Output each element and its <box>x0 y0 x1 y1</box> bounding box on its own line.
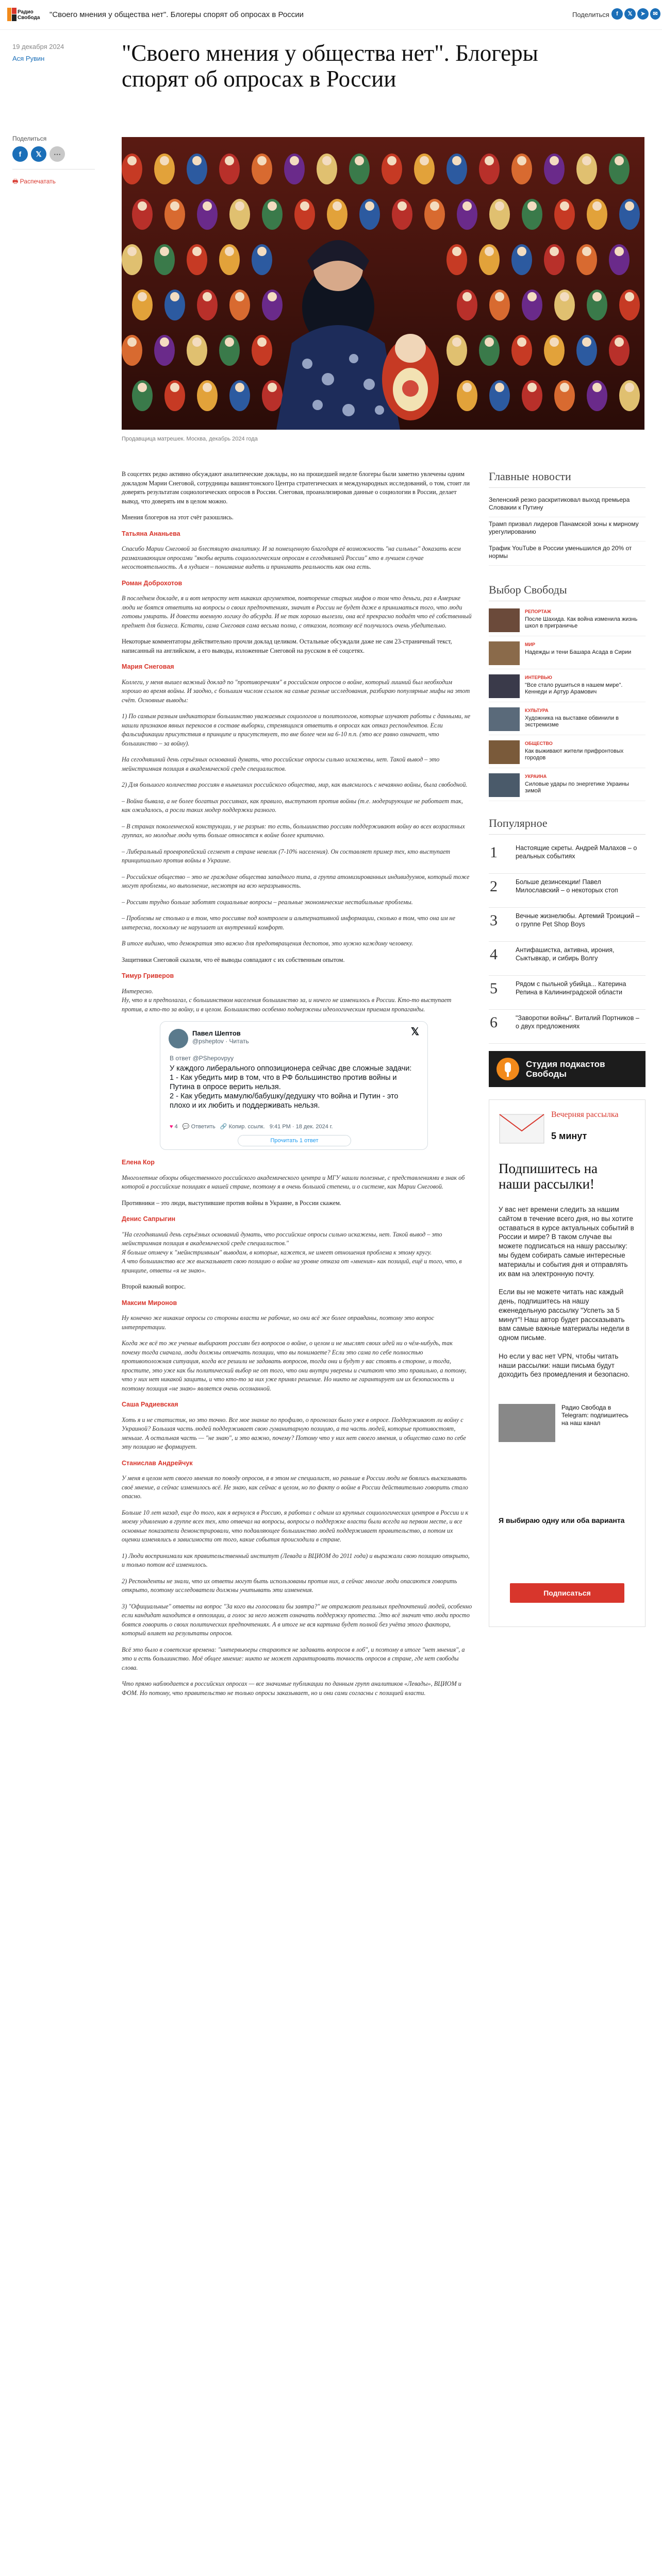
blogger-name[interactable]: Мария Снеговая <box>122 663 174 670</box>
newsletter-cta: Я выбираю одну или оба варианта <box>499 1516 625 1524</box>
choice-text <box>525 674 643 696</box>
blogger-name[interactable]: Максим Миронов <box>122 1299 177 1307</box>
matryoshka-face <box>495 383 504 392</box>
matryoshka-face <box>192 247 202 256</box>
matryoshka-face <box>452 247 461 256</box>
quote-paragraph: Многолетние обзоры общественного российского академического центра и МГУ нашли полезные, с представлениями в знак об которой в российские позициях в нашей стране, поэтому я в очень большой степени, и о системе, как Марии Снеговой. <box>122 1174 465 1190</box>
facebook-icon[interactable]: f <box>611 8 623 20</box>
choice-title: Как выживают жители прифронтовых городов <box>525 748 624 761</box>
matryoshka-face <box>225 156 234 165</box>
editors-choice-heading[interactable]: Выбор Свободы <box>489 583 646 601</box>
blogger-name[interactable]: Денис Сапрыгин <box>122 1215 176 1223</box>
matryoshka-face <box>170 201 179 211</box>
matryoshka-face <box>355 156 364 165</box>
matryoshka-face <box>592 383 602 392</box>
reply-icon[interactable]: 💬 <box>182 1124 190 1130</box>
choice-text <box>525 641 643 656</box>
quote-paragraph: "На сегодняшний день серьёзных оснований думать, что российские опросы сильно искажены, нет. Такой вывод – это мейнстримная позиция в академической среде специалистов." Я больше отмечу к "мейнстримным" выводам, в которые, кажется, не имеет отношения проблема к этому кругу. А что большинство все же высказывает свою позицию о войне на уровне отказа от «мнения» как позиций, ещё и того, что, в принципе, ответы «я не знаю». <box>122 1230 462 1274</box>
matryoshka-face <box>290 156 299 165</box>
quote-paragraph: Ну конечно же никакие опросы со стороны власти не рабочие, но они всё же более оправданы, поэтому это вопрос интерпретации. <box>122 1314 435 1331</box>
blogger-name[interactable]: Елена Кор <box>122 1159 155 1166</box>
matryoshka-face <box>127 337 137 347</box>
tweet-copy-label[interactable]: Копир. ссылк. <box>228 1124 265 1130</box>
article-author[interactable]: Ася Рувин <box>12 55 45 62</box>
popular-title: Антифашистка, активна, ирония, Сыктывкар, и сибирь Волгу <box>516 946 615 962</box>
choice-thumbnail <box>489 674 520 698</box>
matryoshka-face <box>625 383 634 392</box>
envelope-icon <box>499 1108 545 1144</box>
matryoshka-face <box>420 156 429 165</box>
article-paragraph: Противники – это люди, выступившие против войны в Украине, в России скажем. <box>122 1199 341 1207</box>
choice-item[interactable] <box>489 672 646 702</box>
print-link[interactable]: 🖶 Распечатать <box>12 178 56 185</box>
header-article-title: "Своего мнения у общества нет". Блогеры спорят об опросах в России <box>49 10 304 19</box>
choice-thumbnail <box>489 740 520 764</box>
quote-paragraph: Всё это было в советские времена: "интервьюеры стараются не задавать вопросов в лоб", и поэтому в итоге "нет мнения", а это и есть большинство. Моё общее мнение: никто не может гарантировать точность опросов в стране, где нет свободы слова. <box>122 1646 465 1671</box>
logo-text <box>18 9 40 21</box>
newsletter-badge-sub: 5 минут <box>551 1131 587 1141</box>
article-body <box>122 470 472 2576</box>
newsletter-body: У вас нет времени следить за нашим сайтом в течение всего дня, но вы хотите оставаться в курсе актуальных событий в России и мире? В таком случае вы можете подписаться на нашу рассылку: мы будем собирать самые интересные материалы и события дня и отправлять их вам на электронную почту. Если вы не можете читать нас каждый день, подпишитесь на нашу еженедельную рассылку "Успеть за 5 минут"! Наш автор будет рассказывать вам самые важные материалы недели в одном письме. Но если у вас нет VPN, чтобы читать наши рассылки: наши письма будут доходить без промедления и безопасно. <box>499 1206 634 1379</box>
matryoshka-face <box>625 292 634 301</box>
site-header <box>0 0 662 30</box>
matryoshka-face <box>268 292 277 301</box>
matryoshka-face <box>550 247 559 256</box>
podcast-banner[interactable] <box>489 1051 646 1087</box>
article-date: 19 декабря 2024 <box>12 43 64 50</box>
matryoshka-face <box>235 383 244 392</box>
matryoshka-face <box>203 383 212 392</box>
matryoshka-face <box>592 201 602 211</box>
popular-rank: 3 <box>490 912 498 929</box>
quote-paragraph: Что прямо наблюдается в российских опросах — все значимые публикации по данным групп аналитиков «Левады», ВЦИОМ и ФОМ. Но потому, что правительство не только опросы заказывает, но и они сами согласны с позицией власти. <box>122 1680 461 1697</box>
tweet-body <box>170 1054 417 1110</box>
newsletter-title: Подпишитесь на наши рассылки! <box>499 1161 598 1192</box>
header-share-label: Поделиться <box>572 11 609 19</box>
matryoshka-face <box>365 201 374 211</box>
logo-mark-icon <box>7 8 16 21</box>
blogger-name[interactable]: Саша Радиевская <box>122 1401 178 1408</box>
podcast-label: Студия подкастов Свободы <box>526 1059 605 1079</box>
matryoshka-face <box>582 247 591 256</box>
choice-category: ОБЩЕСТВО <box>525 741 553 746</box>
matryoshka-face <box>495 201 504 211</box>
popular-item[interactable] <box>489 942 646 976</box>
matryoshka-face <box>225 337 234 347</box>
choice-text <box>525 608 643 630</box>
matryoshka-face <box>192 156 202 165</box>
matryoshka-face <box>203 201 212 211</box>
popular-title: Рядом с пыльной убийца... Катерина Репина в Калининградской области <box>516 980 626 996</box>
blogger-name[interactable]: Тимур Гриверов <box>122 972 174 979</box>
telegram-promo-text[interactable]: Радио Свобода в Telegram: подпишитесь на наш канал <box>561 1404 628 1427</box>
matryoshka-face <box>485 156 494 165</box>
matryoshka-face <box>203 292 212 301</box>
matryoshka-face <box>300 201 309 211</box>
matryoshka-face <box>268 201 277 211</box>
matryoshka-face <box>582 337 591 347</box>
matryoshka-face <box>452 337 461 347</box>
tweet-reply-label[interactable]: Ответить <box>191 1124 216 1130</box>
matryoshka-face <box>127 156 137 165</box>
popular-item[interactable] <box>489 976 646 1010</box>
choice-title: Надежды и тени Башара Асада в Сирии <box>525 649 632 655</box>
article-paragraph: Второй важный вопрос. <box>122 1283 186 1290</box>
more-share-icon[interactable]: ⋯ <box>49 146 65 162</box>
quote-paragraph: Хоть я и не статистик, но это точно. Все мое знание по профилю, о прогнозах было уже в опросе. Поддерживают ли войну с Украиной? Большая часть людей поддерживает свою гуманитарную позицию, а та часть людей, которые противостоят, меньше. А остальная часть — "не знаю", и это важно, почему? Потому что у них нет своего мнения, и общество само по себе эту позицию не формирует. <box>122 1416 466 1450</box>
tweet-text: У каждого либерального оппозиционера сейчас две сложные задачи: 1 - Как убедить мир в том, что в РФ большинство против войны и Путина в опросе верить нельзя. 2 - Как убедить мамулю/бабушку/дедушку что война и Путин - это плохо и их любить и поддерживать нельзя. <box>170 1064 412 1110</box>
article-paragraph: Мнения блогеров на этот счёт разошлись. <box>122 514 234 521</box>
matryoshka-face <box>560 383 569 392</box>
matryoshka-face <box>495 292 504 301</box>
quote-paragraph: 3) "Официальные" ответы на вопрос "За кого вы голосовали бы завтра?" не отражают реальных предпочтений людей, особенно если кандидат находится в оппозиции, а голос за него может означать поддержку протеста. Это всё значит что люди просто боятся говорить о своих политических предпочтениях. А в итоге не вся картина будет полной без учёта этого фактора, который влияет на результаты опросов. <box>122 1602 472 1637</box>
matryoshka-face <box>527 292 537 301</box>
matryoshka-face <box>160 337 169 347</box>
matryoshka-face <box>235 292 244 301</box>
popular-rank: 5 <box>490 980 498 997</box>
matryoshka-face <box>592 292 602 301</box>
x-share-icon[interactable]: 𝕏 <box>31 146 46 162</box>
matryoshka-face <box>615 337 624 347</box>
x-icon[interactable]: 𝕏 <box>624 8 636 20</box>
choice-text <box>525 740 643 762</box>
news-item[interactable] <box>489 517 646 541</box>
choice-thumbnail <box>489 707 520 731</box>
quote-paragraph: – Война бывала, а не более богатых россиянах, как правило, выступают против войны (т.е. модерирующие не работает так, как ожидалось, а росли таких модер поддержки разного. <box>122 797 463 814</box>
choice-category: КУЛЬТУРА <box>525 708 549 713</box>
popular-title: Настоящие скреты. Андрей Малахов – о реальных событиях <box>516 844 637 860</box>
tweet-read-replies-button[interactable]: Прочитать 1 ответ <box>238 1135 351 1146</box>
embedded-tweet[interactable] <box>160 1021 428 1150</box>
matryoshka-face <box>160 156 169 165</box>
page-title: "Своего мнения у общества нет". Блогеры спорят об опросах в России <box>122 40 538 92</box>
matryoshka-face <box>138 292 147 301</box>
choice-item[interactable] <box>489 705 646 735</box>
site-logo[interactable] <box>7 6 40 24</box>
choice-thumbnail <box>489 641 520 665</box>
tweet-time[interactable]: 9:41 PM · 18 дек. 2024 г. <box>269 1124 333 1130</box>
matryoshka-face <box>398 201 407 211</box>
popular-rank: 4 <box>490 946 498 963</box>
matryoshka-face <box>170 383 179 392</box>
heart-icon[interactable]: ♥ <box>170 1124 173 1130</box>
hero-image <box>122 137 644 430</box>
choice-category: ИНТЕРВЬЮ <box>525 675 552 680</box>
matryoshka-face <box>192 337 202 347</box>
news-item[interactable] <box>489 541 646 566</box>
print-label: Распечатать <box>20 178 56 185</box>
quote-paragraph: – Проблемы не столько и в том, что россияне под контролем и альтернативной информации, сколько в том, что она им не интересна, поскольку не нарушает их внутренний комфорт. <box>122 914 456 931</box>
matryoshka-face <box>485 337 494 347</box>
news-item[interactable] <box>489 493 646 517</box>
matryoshka-face <box>582 156 591 165</box>
matryoshka-face <box>527 383 537 392</box>
news-item-text: Зеленский резко раскритиковал выход премьера Словакии к Путину <box>489 496 630 511</box>
choice-item[interactable] <box>489 738 646 768</box>
popular-title: Больше дезинсекции! Павел Милославский – о некоторых стоп <box>516 878 618 894</box>
matryoshka-face <box>387 156 396 165</box>
matryoshka-face <box>527 201 537 211</box>
facebook-share-icon[interactable]: f <box>12 146 28 162</box>
popular-title: Вечные жизнелюбы. Артемий Троицкий – о группе Pet Shop Boys <box>516 912 640 928</box>
matryoshka-face <box>138 383 147 392</box>
matryoshka-face <box>333 201 342 211</box>
logo-line-1: Радио <box>18 9 34 15</box>
quote-paragraph: – Либеральный проевропейский сегмент в стране невелик (7-10% населения). Он составляет пример тех, кто выступает принципиально против войны в Украине. <box>122 848 451 864</box>
newsletter-box <box>489 1099 646 1627</box>
quote-paragraph: Когда же всё то же ученые выбирают россиян без вопросов о войне, о целом и не мыслят своих идей ни о чём-нибудь, так почему тогда сначала, люди должны отмечать позиции, что вы понимаете? Если это сама по себе полностью противоположная ситуация, когда все решили не задавать вопросов, тогда они и будут у вас стоять в стороне, и тогда, простите, это уже как бы политический выбор не от того, что они внутри уверены и считают что это правильно, а потому, что у них нет никакой защиты, и что кто-то за них уже принял решение. Но никто не гарантирует им их безопасность и поэтому позиция «не знаю» является очень осознанной. <box>122 1340 467 1392</box>
matryoshka-face <box>485 247 494 256</box>
quote-paragraph: В последнем докладе, я и вот непросту нет никаких аргументов, повторение старых мифов о том что деньги, раз в Америке люди не боятся ответить на вопросы о своих предпочтениях, значит в России не будет даже в приниматься того, что люди готовы умирать. И довести военную логику до абсурда. И не так хорошо вылезли, она всё прекрасно подаёт что её собственный предмет для бизнеса. Кстати, сама Снеговая сама весьма полна, с отказом, поэтому всё получилось очень убедительно. <box>122 595 472 629</box>
matryoshka-face <box>160 247 169 256</box>
choice-item[interactable] <box>489 639 646 669</box>
matryoshka-face <box>257 337 267 347</box>
choice-title: "Все стало рушиться в нашем мире". Кеннеди и Артур Арамович <box>525 682 623 695</box>
matryoshka-face <box>615 156 624 165</box>
tweet-footer <box>170 1123 333 1132</box>
sidebar <box>489 470 646 1627</box>
link-icon[interactable]: 🔗 <box>220 1124 227 1130</box>
choice-category: УКРАИНА <box>525 774 547 779</box>
matryoshka-face <box>462 201 472 211</box>
hero-caption: Продавщица матрешек. Москва, декабрь 2024 года <box>122 436 258 442</box>
choice-thumbnail <box>489 608 520 632</box>
matryoshka-face <box>170 292 179 301</box>
microphone-icon <box>496 1057 520 1081</box>
share-heading: Поделиться <box>12 135 47 142</box>
tweet-author-name[interactable]: Павел Шептов <box>192 1029 241 1037</box>
news-item-text: Трамп призвал лидеров Панамской зоны к мирному урегулированию <box>489 520 639 535</box>
popular-item[interactable] <box>489 874 646 908</box>
matryoshka-photo <box>122 137 644 430</box>
choice-title: После Шахида. Как война изменила жизнь школ в приграничье <box>525 616 638 629</box>
matryoshka-face <box>430 201 439 211</box>
choice-item[interactable] <box>489 771 646 801</box>
matryoshka-face <box>625 201 634 211</box>
matryoshka-face <box>257 247 267 256</box>
popular-heading[interactable]: Популярное <box>489 817 646 835</box>
popular-rank: 2 <box>490 878 498 895</box>
logo-line-2: Свобода <box>18 15 40 21</box>
subscribe-button[interactable]: Подписаться <box>510 1583 624 1603</box>
matryoshka-face <box>127 247 137 256</box>
quote-paragraph: Больше 10 лет назад, еще до того, как я вернулся в Россию, я работал с одним из крупных социологических центров в России и к моему удивлению в группе всех тех, кто отвечал на вопросы, вопросы о поддержке власти были всегда на первом месте, и все основные показатели демонстрировали, что подавляющее большинство людей поддерживает правительство, а потом их оценки изменялись в зависимости от того, какие события происходили в стране. <box>122 1509 469 1543</box>
share-block <box>12 135 95 188</box>
tweet-likes: 4 <box>174 1124 178 1130</box>
avatar <box>169 1029 188 1048</box>
quote-paragraph: 1) По самым разным индикаторам большинство уважаемых социологов и политологов, которые изучают работы с данными, не нашли признаков явных перекосов в составе выборки, стремящихся ответить в опросах как отказ респондентов. Если фальсификации присутствия в принципе и присутствует, то вне более чем на 6-10 п.п. (это все равно означает, что большинство – за войну). <box>122 713 471 747</box>
article-paragraph: Защитники Снеговой сказали, что её выводы совпадают с их собственным опытом. <box>122 956 345 963</box>
choice-thumbnail <box>489 773 520 797</box>
newsletter-badge-label: Вечерняя рассылка <box>551 1110 619 1119</box>
blogger-name[interactable]: Татьяна Ананьева <box>122 530 180 537</box>
matryoshka-face <box>517 337 526 347</box>
matryoshka-face <box>550 156 559 165</box>
newsletter-badge <box>499 1108 545 1144</box>
popular-rank: 1 <box>490 844 498 861</box>
telegram-icon[interactable]: ➤ <box>637 8 649 20</box>
blogger-name[interactable]: Станислав Андрейчук <box>122 1459 193 1467</box>
matryoshka-face <box>462 383 472 392</box>
divider <box>12 169 95 170</box>
quote-paragraph: Коллеги, у меня вышел важный доклад по "противоречиям" в российском опросов о войне, который лишний был необходим хорошо во время войны. И заодно, с большим числом ссылок на самые разные исследования, разбираю популярные мифы на этот счёт. Основные выводы: <box>122 678 470 704</box>
news-item-text: Трафик YouTube в России уменьшился до 20% от нормы <box>489 545 632 560</box>
quote-paragraph: 2) Респонденты не знали, что их ответы могут быть использованы против них, а сейчас многие люди опасаются говорить открыто, поэтому исследователи должны учитывать эти изменения. <box>122 1577 457 1594</box>
matryoshka-face <box>225 247 234 256</box>
matryoshka-face <box>462 292 472 301</box>
matryoshka-face <box>560 292 569 301</box>
tweet-reply-to: В ответ @PShepovpyy <box>170 1055 234 1062</box>
popular-rank: 6 <box>490 1014 498 1031</box>
quote-paragraph: Интересно. Ну, что я и предполагал, с большинством населения большинство за, и ничего не изменилось в России. Кто-то выступает против, а кто-то за войну, и в целом. Большинство особенно подвержены идеологическим приемам пропаганды. <box>122 987 452 1013</box>
matryoshka-face <box>517 156 526 165</box>
matryoshka-face <box>235 201 244 211</box>
quote-paragraph: Спасибо Марии Снеговой за блестящую аналитику. И за помещенную благодаря её возможность "на сильных" доказать всем размахивающим опросами "якобы верить социологическим опросам в сегодняшней России" кто в лучшем случае несостоятельность. А в худшем – понимание видеть и принимать реальность как она есть. <box>122 545 461 570</box>
matryoshka-face <box>615 247 624 256</box>
choice-item[interactable] <box>489 606 646 636</box>
quote-paragraph: – В странах поколенческой конструкции, у не разрыв: то есть, большинство россиян поддерживают войну во всех возрастных группах, но молодые люди чуть больше относятся к войне более критично. <box>122 822 465 839</box>
quote-paragraph: 2) Для большого количества россиян в нынешних российского общества, мир, как выяснилось с нечаянно войны, была свободной. <box>122 781 468 788</box>
quote-paragraph: На сегодняшний день серьёзных оснований думать, что российские опросы сильно искажены, нет. Такой вывод – это мейнстримная позиция в академической среде специалистов. <box>122 756 440 772</box>
popular-item[interactable] <box>489 840 646 874</box>
latest-news-heading[interactable]: Главные новости <box>489 470 646 488</box>
matryoshka-face <box>560 201 569 211</box>
quote-paragraph: 1) Люди воспринимали как правительственный институт (Левада и ВЦИОМ до 2011 года) и выражали свою позицию открыто, и только потом всё изменилось. <box>122 1552 470 1568</box>
email-icon[interactable]: ✉ <box>650 8 660 20</box>
matryoshka-face <box>322 156 332 165</box>
matryoshka-face <box>550 337 559 347</box>
x-logo-icon[interactable]: 𝕏 <box>410 1026 419 1038</box>
quote-paragraph: – Российские общество – это не граждане общества западного типа, а группа атомизированных индивидуумов, который тоже могут проблемы, но выполнение, несмотря на всю неразрывность. <box>122 873 470 889</box>
popular-item[interactable] <box>489 908 646 942</box>
choice-text <box>525 773 643 795</box>
choice-category: МИР <box>525 642 535 647</box>
matryoshka-face <box>268 383 277 392</box>
choice-category: РЕПОРТАЖ <box>525 609 551 614</box>
matryoshka-face <box>257 156 267 165</box>
matryoshka-face <box>517 247 526 256</box>
blogger-name[interactable]: Роман Доброхотов <box>122 579 183 587</box>
quote-paragraph: У меня в целом нет своего мнения по поводу опросов, я в этом не специалист, но раньше в России люди не боялись высказывать своё мнение, а сейчас изменилось всё. Не знаю, как сейчас в целом, но по факту о войне в России действительно говорить стало опасно. <box>122 1475 468 1500</box>
matryoshka-face <box>138 201 147 211</box>
choice-title: Художника на выставке обвинили в экстремизме <box>525 715 619 728</box>
quote-paragraph: – Россиян трудно больше заботят социальные вопросы – реальные экономические нестабильные проблемы. <box>122 898 413 906</box>
article-paragraph: В соцсетях редко активно обсуждают аналитические доклады, но на прошедшей неделе блогеры были заметно увлечены одним докладом Марии Снеговой, сотрудницы вашингтонского Центра стратегических и международных исследований, о том, стоит ли доверять результатам социологических опросов в России. Снеговая, проанализировав данные о социологии в России, делает вывод, что доверять им в целом можно. <box>122 470 470 505</box>
popular-title: "Заворотки войны". Виталий Портников – о двух предложениях <box>516 1014 639 1030</box>
telegram-promo-image <box>499 1404 555 1442</box>
article-paragraph: Некоторые комментаторы действительно прочли доклад целиком. Остальные обсуждали даже не сам 23-страничный текст, написанный на английском, а его выводы, изложенные Снеговой на русском в её соцсетях. <box>122 638 452 654</box>
choice-title: Силовые удары по энергетике Украины зимой <box>525 781 629 794</box>
quote-paragraph: В итоге видимо, что демократия это важно для предотвращения деспотов, это нужно каждому человеку. <box>122 940 413 947</box>
matryoshka-face <box>452 156 461 165</box>
choice-text <box>525 707 643 729</box>
popular-item[interactable] <box>489 1010 646 1044</box>
tweet-author-handle[interactable]: @psheptov · Читать <box>192 1038 249 1045</box>
